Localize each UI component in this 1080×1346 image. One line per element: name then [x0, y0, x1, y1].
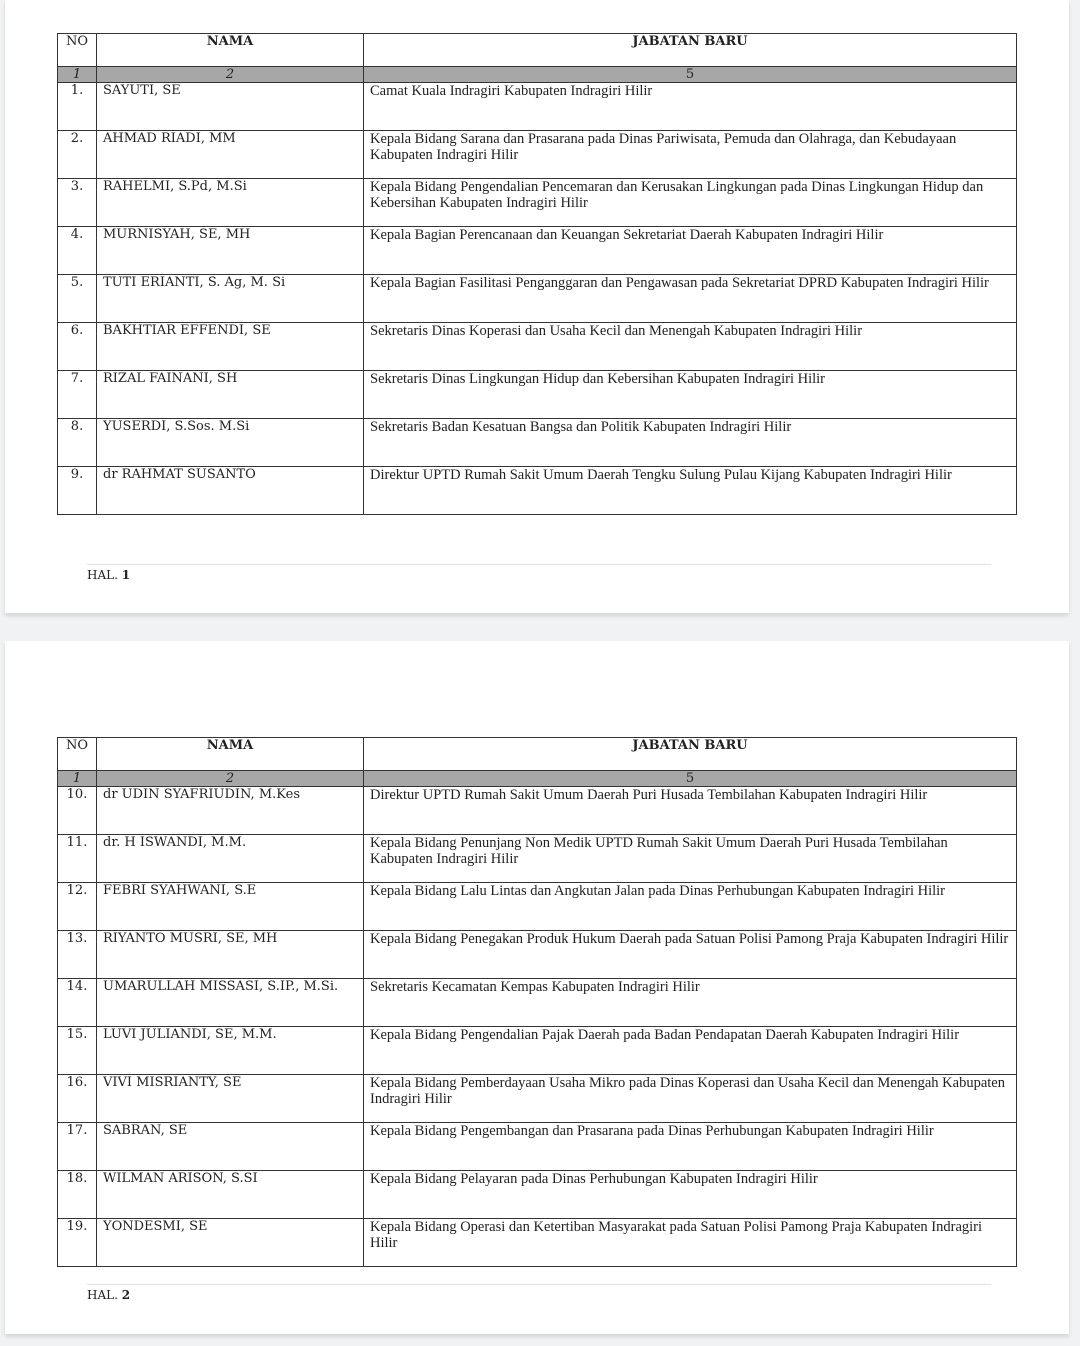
row-nama: UMARULLAH MISSASI, S.IP., M.Si. — [97, 979, 364, 1027]
row-nama: MURNISYAH, SE, MH — [97, 227, 364, 275]
row-nama: RIYANTO MUSRI, SE, MH — [97, 931, 364, 979]
row-jabatan: Sekretaris Dinas Lingkungan Hidup dan Kebersihan Kabupaten Indragiri Hilir — [364, 371, 1017, 419]
page-number-label — [87, 568, 130, 582]
document-page-2 — [5, 641, 1069, 1334]
column-index-row — [58, 67, 1017, 83]
index-jabatan: 5 — [364, 67, 1017, 83]
row-no: 1. — [58, 83, 97, 131]
row-jabatan: Direktur UPTD Rumah Sakit Umum Daerah Puri Husada Tembilahan Kabupaten Indragiri Hilir — [364, 787, 1017, 835]
table-row — [58, 131, 1017, 179]
header-jabatan: JABATAN BARU — [364, 738, 1017, 771]
index-no: 1 — [58, 771, 97, 787]
row-jabatan: Kepala Bidang Sarana dan Prasarana pada Dinas Pariwisata, Pemuda dan Olahraga, dan Kebudayaan Kabupaten Indragiri Hilir — [364, 131, 1017, 179]
table-row — [58, 835, 1017, 883]
table-row — [58, 931, 1017, 979]
row-nama: BAKHTIAR EFFENDI, SE — [97, 323, 364, 371]
row-jabatan: Kepala Bidang Pengendalian Pajak Daerah pada Badan Pendapatan Daerah Kabupaten Indragiri Hilir — [364, 1027, 1017, 1075]
row-jabatan: Kepala Bidang Penunjang Non Medik UPTD Rumah Sakit Umum Daerah Puri Husada Tembilahan Kabupaten Indragiri Hilir — [364, 835, 1017, 883]
table-row — [58, 83, 1017, 131]
document-page-1 — [5, 0, 1069, 613]
row-nama: TUTI ERIANTI, S. Ag, M. Si — [97, 275, 364, 323]
row-no: 12. — [58, 883, 97, 931]
appointment-table — [57, 33, 1017, 515]
table-row — [58, 1219, 1017, 1267]
row-no: 18. — [58, 1171, 97, 1219]
row-jabatan: Direktur UPTD Rumah Sakit Umum Daerah Tengku Sulung Pulau Kijang Kabupaten Indragiri Hilir — [364, 467, 1017, 515]
header-no: NO — [58, 34, 97, 67]
table-row — [58, 323, 1017, 371]
table-row — [58, 371, 1017, 419]
row-no: 19. — [58, 1219, 97, 1267]
row-jabatan: Sekretaris Badan Kesatuan Bangsa dan Politik Kabupaten Indragiri Hilir — [364, 419, 1017, 467]
row-nama: YONDESMI, SE — [97, 1219, 364, 1267]
table-row — [58, 275, 1017, 323]
table-row — [58, 467, 1017, 515]
row-nama: YUSERDI, S.Sos. M.Si — [97, 419, 364, 467]
row-no: 17. — [58, 1123, 97, 1171]
row-no: 4. — [58, 227, 97, 275]
row-jabatan: Sekretaris Kecamatan Kempas Kabupaten Indragiri Hilir — [364, 979, 1017, 1027]
table-row — [58, 227, 1017, 275]
row-nama: AHMAD RIADI, MM — [97, 131, 364, 179]
row-nama: SAYUTI, SE — [97, 83, 364, 131]
page-number-prefix: HAL. — [87, 568, 118, 582]
page-number: 2 — [121, 1288, 131, 1302]
header-nama: NAMA — [97, 34, 364, 67]
page-number-label — [87, 1288, 130, 1302]
row-jabatan: Kepala Bidang Pengembangan dan Prasarana pada Dinas Perhubungan Kabupaten Indragiri Hilir — [364, 1123, 1017, 1171]
row-nama: FEBRI SYAHWANI, S.E — [97, 883, 364, 931]
row-jabatan: Kepala Bidang Pengendalian Pencemaran dan Kerusakan Lingkungan pada Dinas Lingkungan Hidup dan Kebersihan Kabupaten Indragiri Hilir — [364, 179, 1017, 227]
page-number-prefix: HAL. — [87, 1288, 118, 1302]
table-row — [58, 1171, 1017, 1219]
header-no: NO — [58, 738, 97, 771]
row-jabatan: Kepala Bidang Lalu Lintas dan Angkutan Jalan pada Dinas Perhubungan Kabupaten Indragiri Hilir — [364, 883, 1017, 931]
page-number: 1 — [121, 568, 131, 582]
row-no: 8. — [58, 419, 97, 467]
row-nama: dr. H ISWANDI, M.M. — [97, 835, 364, 883]
row-jabatan: Kepala Bidang Pelayaran pada Dinas Perhubungan Kabupaten Indragiri Hilir — [364, 1171, 1017, 1219]
row-nama: LUVI JULIANDI, SE, M.M. — [97, 1027, 364, 1075]
row-nama: dr UDIN SYAFRIUDIN, M.Kes — [97, 787, 364, 835]
table-row — [58, 1123, 1017, 1171]
row-no: 11. — [58, 835, 97, 883]
row-jabatan: Sekretaris Dinas Koperasi dan Usaha Kecil dan Menengah Kabupaten Indragiri Hilir — [364, 323, 1017, 371]
row-jabatan: Kepala Bagian Perencanaan dan Keuangan Sekretariat Daerah Kabupaten Indragiri Hilir — [364, 227, 1017, 275]
index-nama: 2 — [97, 67, 364, 83]
row-nama: RIZAL FAINANI, SH — [97, 371, 364, 419]
row-nama: RAHELMI, S.Pd, M.Si — [97, 179, 364, 227]
row-no: 2. — [58, 131, 97, 179]
index-jabatan: 5 — [364, 771, 1017, 787]
table-row — [58, 1075, 1017, 1123]
table-header-row — [58, 738, 1017, 771]
row-jabatan: Kepala Bidang Operasi dan Ketertiban Masyarakat pada Satuan Polisi Pamong Praja Kabupaten Indragiri Hilir — [364, 1219, 1017, 1267]
table-row — [58, 979, 1017, 1027]
header-nama: NAMA — [97, 738, 364, 771]
row-nama: SABRAN, SE — [97, 1123, 364, 1171]
row-no: 7. — [58, 371, 97, 419]
row-no: 5. — [58, 275, 97, 323]
row-no: 16. — [58, 1075, 97, 1123]
index-nama: 2 — [97, 771, 364, 787]
table-row — [58, 787, 1017, 835]
row-nama: WILMAN ARISON, S.SI — [97, 1171, 364, 1219]
row-no: 3. — [58, 179, 97, 227]
footer-divider — [87, 564, 991, 565]
row-nama: dr RAHMAT SUSANTO — [97, 467, 364, 515]
row-nama: VIVI MISRIANTY, SE — [97, 1075, 364, 1123]
index-no: 1 — [58, 67, 97, 83]
table-row — [58, 419, 1017, 467]
row-jabatan: Camat Kuala Indragiri Kabupaten Indragiri Hilir — [364, 83, 1017, 131]
table-row — [58, 883, 1017, 931]
row-no: 13. — [58, 931, 97, 979]
table-row — [58, 179, 1017, 227]
row-jabatan: Kepala Bagian Fasilitasi Penganggaran dan Pengawasan pada Sekretariat DPRD Kabupaten Indragiri Hilir — [364, 275, 1017, 323]
row-no: 10. — [58, 787, 97, 835]
footer-divider — [87, 1284, 991, 1285]
header-jabatan: JABATAN BARU — [364, 34, 1017, 67]
row-no: 9. — [58, 467, 97, 515]
row-jabatan: Kepala Bidang Penegakan Produk Hukum Daerah pada Satuan Polisi Pamong Praja Kabupaten Indragiri Hilir — [364, 931, 1017, 979]
column-index-row — [58, 771, 1017, 787]
row-no: 14. — [58, 979, 97, 1027]
appointment-table — [57, 737, 1017, 1267]
row-jabatan: Kepala Bidang Pemberdayaan Usaha Mikro pada Dinas Koperasi dan Usaha Kecil dan Menengah Kabupaten Indragiri Hilir — [364, 1075, 1017, 1123]
row-no: 6. — [58, 323, 97, 371]
table-header-row — [58, 34, 1017, 67]
row-no: 15. — [58, 1027, 97, 1075]
table-row — [58, 1027, 1017, 1075]
